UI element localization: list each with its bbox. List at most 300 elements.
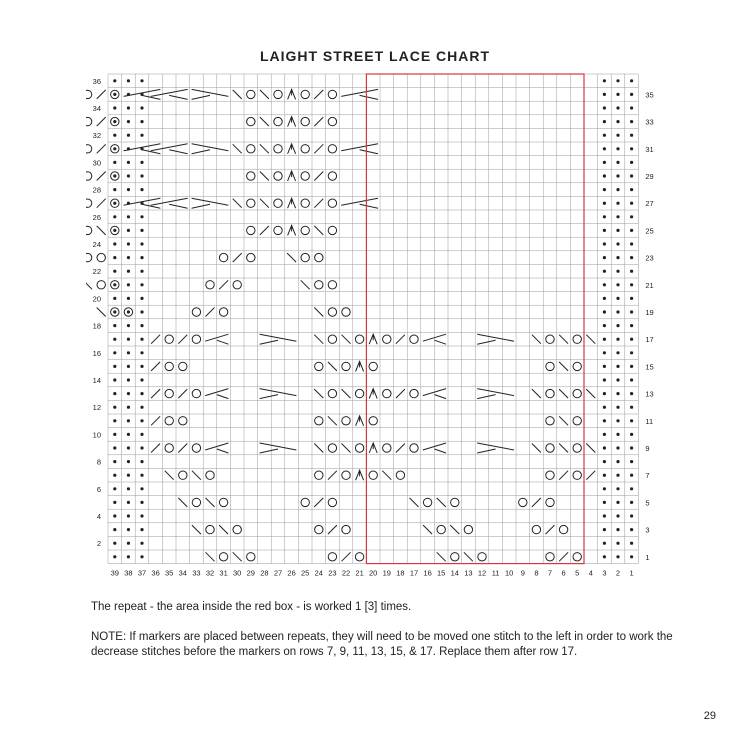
row-label-left: 30 xyxy=(92,158,101,168)
yarn-over-symbol xyxy=(219,553,227,561)
yarn-over-symbol xyxy=(247,172,255,180)
purl-dot xyxy=(616,270,619,273)
purl-dot xyxy=(113,542,116,545)
column-label: 8 xyxy=(534,568,539,578)
yarn-over-symbol xyxy=(219,308,227,316)
purl-dot xyxy=(113,93,116,96)
row-label-right: 35 xyxy=(645,90,654,100)
yarn-over-symbol xyxy=(274,90,282,98)
purl-dot xyxy=(140,338,143,341)
column-label: 18 xyxy=(396,568,405,578)
column-label: 36 xyxy=(151,568,160,578)
yarn-over-symbol xyxy=(342,471,350,479)
purl-dot xyxy=(630,419,633,422)
yarn-over-symbol xyxy=(410,335,418,343)
purl-dot xyxy=(140,365,143,368)
purl-dot xyxy=(127,528,130,531)
purl-dot xyxy=(113,147,116,150)
k2tog-symbol xyxy=(396,444,405,453)
ssk-symbol xyxy=(314,308,323,317)
purl-dot xyxy=(603,79,606,82)
purl-dot xyxy=(127,161,130,164)
row-label-left: 12 xyxy=(92,403,101,413)
k2tog-symbol xyxy=(314,172,323,181)
yarn-over-symbol xyxy=(355,335,363,343)
purl-dot xyxy=(127,351,130,354)
purl-dot xyxy=(127,270,130,273)
yarn-over-symbol xyxy=(383,444,391,452)
purl-dot xyxy=(630,120,633,123)
purl-dot xyxy=(140,514,143,517)
ssk-symbol xyxy=(86,280,92,289)
purl-dot xyxy=(113,392,116,395)
ssk-symbol xyxy=(328,416,337,425)
k2tog-symbol xyxy=(314,498,323,507)
row-label-right: 31 xyxy=(645,144,654,154)
purl-dot xyxy=(630,406,633,409)
purl-dot xyxy=(603,324,606,327)
purl-dot xyxy=(140,542,143,545)
row-label-left: 28 xyxy=(92,185,101,195)
purl-dot xyxy=(616,406,619,409)
yarn-over-symbol xyxy=(97,281,105,289)
cable-left-symbol xyxy=(341,144,378,154)
purl-dot xyxy=(127,242,130,245)
cable-left-symbol xyxy=(341,198,378,208)
purl-dot xyxy=(630,229,633,232)
row-label-right: 15 xyxy=(645,362,654,372)
purl-dot xyxy=(616,79,619,82)
column-label: 35 xyxy=(165,568,174,578)
yarn-over-symbol xyxy=(301,172,309,180)
chart-symbols xyxy=(86,76,633,561)
ssk-symbol xyxy=(342,335,351,344)
purl-dot xyxy=(113,256,116,259)
row-label-right: 27 xyxy=(645,199,654,209)
yarn-over-symbol xyxy=(206,525,214,533)
row-label-left: 36 xyxy=(92,76,101,86)
yarn-over-symbol xyxy=(546,553,554,561)
purl-dot xyxy=(630,270,633,273)
ssk-symbol xyxy=(233,552,242,561)
purl-dot xyxy=(603,474,606,477)
purl-dot xyxy=(140,392,143,395)
cdd-symbol xyxy=(288,171,296,181)
purl-dot xyxy=(127,474,130,477)
yarn-over-symbol xyxy=(342,417,350,425)
purl-dot xyxy=(630,542,633,545)
purl-dot xyxy=(140,256,143,259)
yarn-over-symbol xyxy=(546,444,554,452)
yarn-over-symbol xyxy=(86,172,92,180)
column-label: 24 xyxy=(314,568,323,578)
purl-dot xyxy=(140,215,143,218)
yarn-over-symbol xyxy=(301,226,309,234)
purl-dot xyxy=(630,242,633,245)
yarn-over-symbol xyxy=(355,553,363,561)
purl-dot xyxy=(630,161,633,164)
k2tog-symbol xyxy=(314,90,323,99)
yarn-over-symbol xyxy=(86,253,92,261)
page-number: 29 xyxy=(703,710,716,722)
column-label: 7 xyxy=(547,568,553,578)
yarn-over-symbol xyxy=(192,335,200,343)
purl-dot xyxy=(113,365,116,368)
ssk-symbol xyxy=(586,335,595,344)
purl-dot xyxy=(140,406,143,409)
column-label: 39 xyxy=(110,568,119,578)
row-label-right: 33 xyxy=(645,117,654,127)
purl-dot xyxy=(113,433,116,436)
ssk-symbol xyxy=(342,389,351,398)
ssk-symbol xyxy=(233,144,242,153)
cdd-symbol xyxy=(288,198,296,208)
ssk-symbol xyxy=(314,389,323,398)
ssk-symbol xyxy=(423,525,432,534)
k2tog-symbol xyxy=(97,90,106,99)
yarn-over-symbol xyxy=(369,471,377,479)
row-label-left: 32 xyxy=(92,131,101,141)
column-label: 31 xyxy=(219,568,228,578)
column-label: 10 xyxy=(505,568,514,578)
column-label: 13 xyxy=(464,568,473,578)
purl-dot xyxy=(630,365,633,368)
purl-dot xyxy=(127,297,130,300)
purl-dot xyxy=(616,351,619,354)
purl-dot xyxy=(140,174,143,177)
yarn-over-symbol xyxy=(86,199,92,207)
yarn-over-symbol xyxy=(192,308,200,316)
purl-dot xyxy=(140,555,143,558)
purl-dot xyxy=(113,174,116,177)
cdd-symbol xyxy=(369,334,377,344)
purl-dot xyxy=(113,310,116,313)
purl-dot xyxy=(603,487,606,490)
row-label-left: 18 xyxy=(92,321,101,331)
row-label-left: 10 xyxy=(92,430,101,440)
purl-dot xyxy=(603,419,606,422)
ssk-symbol xyxy=(559,362,568,371)
purl-dot xyxy=(113,283,116,286)
yarn-over-symbol xyxy=(423,498,431,506)
purl-dot xyxy=(630,147,633,150)
ssk-symbol xyxy=(328,362,337,371)
yarn-over-symbol xyxy=(342,362,350,370)
yarn-over-symbol xyxy=(546,471,554,479)
row-label-left: 16 xyxy=(92,348,101,358)
yarn-over-symbol xyxy=(301,90,309,98)
yarn-over-symbol xyxy=(328,226,336,234)
yarn-over-symbol xyxy=(301,117,309,125)
row-label-right: 17 xyxy=(645,335,654,345)
k2tog-symbol xyxy=(178,389,187,398)
purl-dot xyxy=(127,542,130,545)
column-label: 25 xyxy=(301,568,310,578)
purl-dot xyxy=(603,120,606,123)
purl-dot xyxy=(127,392,130,395)
yarn-over-symbol xyxy=(97,253,105,261)
yarn-over-symbol xyxy=(247,90,255,98)
ssk-symbol xyxy=(97,226,106,235)
yarn-over-symbol xyxy=(328,172,336,180)
purl-dot xyxy=(616,188,619,191)
k2tog-symbol xyxy=(219,280,228,289)
purl-dot xyxy=(616,229,619,232)
row-label-right: 5 xyxy=(645,498,650,508)
k2tog-symbol xyxy=(97,144,106,153)
purl-dot xyxy=(140,324,143,327)
purl-dot xyxy=(603,134,606,137)
yarn-over-symbol xyxy=(315,525,323,533)
row-label-right: 13 xyxy=(645,389,654,399)
k2tog-symbol xyxy=(342,552,351,561)
yarn-over-symbol xyxy=(274,199,282,207)
chart-title: LAIGHT STREET LACE CHART xyxy=(259,48,491,64)
cdd-symbol xyxy=(356,416,364,426)
purl-dot xyxy=(616,542,619,545)
purl-dot xyxy=(140,528,143,531)
purl-dot xyxy=(140,270,143,273)
purl-dot xyxy=(113,215,116,218)
yarn-over-symbol xyxy=(328,117,336,125)
purl-dot xyxy=(603,555,606,558)
yarn-over-symbol xyxy=(192,389,200,397)
row-label-right: 19 xyxy=(645,308,654,317)
k2tog-symbol xyxy=(178,335,187,344)
purl-dot xyxy=(127,106,130,109)
yarn-over-symbol xyxy=(328,553,336,561)
k2tog-symbol xyxy=(233,253,242,262)
yarn-over-symbol xyxy=(247,145,255,153)
purl-dot xyxy=(603,310,606,313)
purl-dot xyxy=(603,514,606,517)
ssk-symbol xyxy=(586,444,595,453)
ssk-symbol xyxy=(287,253,296,262)
purl-dot xyxy=(127,324,130,327)
purl-dot xyxy=(616,147,619,150)
ssk-symbol xyxy=(97,308,106,317)
ssk-symbol xyxy=(532,444,541,453)
ssk-symbol xyxy=(532,335,541,344)
purl-dot xyxy=(630,378,633,381)
row-label-right: 9 xyxy=(645,444,650,453)
purl-dot xyxy=(616,161,619,164)
ssk-symbol xyxy=(382,471,391,480)
k2tog-symbol xyxy=(586,471,595,480)
purl-dot xyxy=(113,229,116,232)
yarn-over-symbol xyxy=(342,525,350,533)
purl-dot xyxy=(603,229,606,232)
purl-dot xyxy=(616,324,619,327)
yarn-over-symbol xyxy=(315,253,323,261)
yarn-over-symbol xyxy=(315,362,323,370)
purl-dot xyxy=(616,501,619,504)
cdd-symbol xyxy=(356,361,364,371)
column-label: 30 xyxy=(233,568,242,578)
yarn-over-symbol xyxy=(519,498,527,506)
k2tog-symbol xyxy=(546,525,555,534)
cable-left-symbol xyxy=(341,89,378,99)
cdd-symbol xyxy=(369,443,377,453)
row-label-right: 23 xyxy=(645,253,654,263)
purl-dot xyxy=(630,297,633,300)
purl-dot xyxy=(630,474,633,477)
purl-dot xyxy=(603,392,606,395)
column-label: 19 xyxy=(382,568,391,578)
yarn-over-symbol xyxy=(247,226,255,234)
purl-dot xyxy=(113,474,116,477)
ssk-symbol xyxy=(260,172,269,181)
purl-dot xyxy=(603,351,606,354)
purl-dot xyxy=(616,338,619,341)
ssk-symbol xyxy=(314,226,323,235)
cable-right-symbol xyxy=(260,443,297,453)
yarn-over-symbol xyxy=(192,444,200,452)
k2tog-symbol xyxy=(97,172,106,181)
purl-dot xyxy=(630,528,633,531)
ssk-symbol xyxy=(559,389,568,398)
ssk-symbol xyxy=(219,525,228,534)
purl-dot xyxy=(127,215,130,218)
cable-right-symbol xyxy=(192,89,229,99)
cdd-symbol xyxy=(288,225,296,235)
yarn-over-symbol xyxy=(274,172,282,180)
purl-dot xyxy=(616,487,619,490)
column-label: 6 xyxy=(561,568,566,578)
markers-note: NOTE: If markers are placed between repeats, they will need to be moved one stitch to the left in order to work the decrease stitches before the markers on rows 7, 9, 11, 13, 15, & 17. Replace them after row 17. xyxy=(91,631,673,658)
yarn-over-symbol xyxy=(328,90,336,98)
k2tog-symbol xyxy=(396,335,405,344)
k2tog-symbol xyxy=(151,444,160,453)
yarn-over-symbol xyxy=(179,362,187,370)
yarn-over-symbol xyxy=(219,253,227,261)
k2tog-symbol xyxy=(151,335,160,344)
purl-dot xyxy=(113,378,116,381)
yarn-over-symbol xyxy=(165,417,173,425)
column-label: 21 xyxy=(355,568,364,578)
k2tog-symbol xyxy=(97,117,106,126)
yarn-over-symbol xyxy=(247,253,255,261)
ssk-symbol xyxy=(260,90,269,99)
chart-grid xyxy=(108,74,638,564)
row-label-right: 29 xyxy=(645,172,654,181)
purl-dot xyxy=(616,106,619,109)
ssk-symbol xyxy=(586,389,595,398)
ssk-symbol xyxy=(192,525,201,534)
k2tog-symbol xyxy=(151,362,160,371)
column-label: 26 xyxy=(287,568,296,578)
column-label: 33 xyxy=(192,568,201,578)
column-label: 15 xyxy=(437,568,446,578)
k2tog-symbol xyxy=(328,525,337,534)
repeat-caption: The repeat - the area inside the red box - is worked 1 [3] times. xyxy=(91,601,412,613)
purl-dot xyxy=(127,406,130,409)
purl-dot xyxy=(616,202,619,205)
yarn-over-symbol xyxy=(573,389,581,397)
purl-dot xyxy=(616,555,619,558)
purl-dot xyxy=(127,555,130,558)
yarn-over-symbol xyxy=(328,498,336,506)
yarn-over-symbol xyxy=(437,525,445,533)
purl-dot xyxy=(603,365,606,368)
yarn-over-symbol xyxy=(451,553,459,561)
purl-dot xyxy=(113,79,116,82)
purl-dot xyxy=(616,256,619,259)
yarn-over-symbol xyxy=(369,362,377,370)
row-label-right: 3 xyxy=(645,525,650,535)
purl-dot xyxy=(127,283,130,286)
yarn-over-symbol xyxy=(546,498,554,506)
purl-dot xyxy=(603,242,606,245)
row-label-left: 14 xyxy=(92,376,101,385)
purl-dot xyxy=(630,283,633,286)
purl-dot xyxy=(603,528,606,531)
ssk-symbol xyxy=(206,498,215,507)
column-label: 37 xyxy=(137,568,147,578)
yarn-over-symbol xyxy=(219,498,227,506)
purl-dot xyxy=(127,188,130,191)
yarn-over-symbol xyxy=(206,471,214,479)
row-label-left: 2 xyxy=(96,539,101,549)
ssk-symbol xyxy=(165,471,174,480)
ssk-symbol xyxy=(206,552,215,561)
row-label-left: 24 xyxy=(92,240,101,249)
purl-dot xyxy=(140,460,143,463)
purl-dot xyxy=(630,555,633,558)
yarn-over-symbol xyxy=(192,498,200,506)
column-label: 9 xyxy=(520,568,525,578)
yarn-over-symbol xyxy=(573,444,581,452)
purl-dot xyxy=(113,106,116,109)
ssk-symbol xyxy=(260,144,269,153)
column-label: 2 xyxy=(615,568,621,578)
k2tog-symbol xyxy=(314,144,323,153)
purl-dot xyxy=(127,378,130,381)
k2tog-symbol xyxy=(559,471,568,480)
row-label-left: 26 xyxy=(92,212,101,222)
ssk-symbol xyxy=(233,90,242,99)
yarn-over-symbol xyxy=(573,335,581,343)
purl-dot xyxy=(603,106,606,109)
yarn-over-symbol xyxy=(274,117,282,125)
ssk-symbol xyxy=(532,389,541,398)
purl-dot xyxy=(630,324,633,327)
purl-dot xyxy=(140,242,143,245)
ssk-symbol xyxy=(178,498,187,507)
purl-dot xyxy=(140,474,143,477)
column-label: 34 xyxy=(178,568,187,578)
yarn-over-symbol xyxy=(328,444,336,452)
yarn-over-symbol xyxy=(165,362,173,370)
lace-chart xyxy=(86,72,656,582)
yarn-over-symbol xyxy=(383,335,391,343)
ssk-symbol xyxy=(260,117,269,126)
k2tog-symbol xyxy=(396,389,405,398)
yarn-over-symbol xyxy=(328,389,336,397)
cable-left-symbol xyxy=(151,198,188,208)
purl-dot xyxy=(113,202,116,205)
yarn-over-symbol xyxy=(86,226,92,234)
purl-dot xyxy=(630,392,633,395)
cable-left-symbol xyxy=(151,89,188,99)
yarn-over-symbol xyxy=(396,471,404,479)
purl-dot xyxy=(603,460,606,463)
yarn-over-symbol xyxy=(559,525,567,533)
yarn-over-symbol xyxy=(532,525,540,533)
purl-dot xyxy=(127,365,130,368)
yarn-over-symbol xyxy=(546,362,554,370)
row-label-right: 1 xyxy=(645,552,650,562)
